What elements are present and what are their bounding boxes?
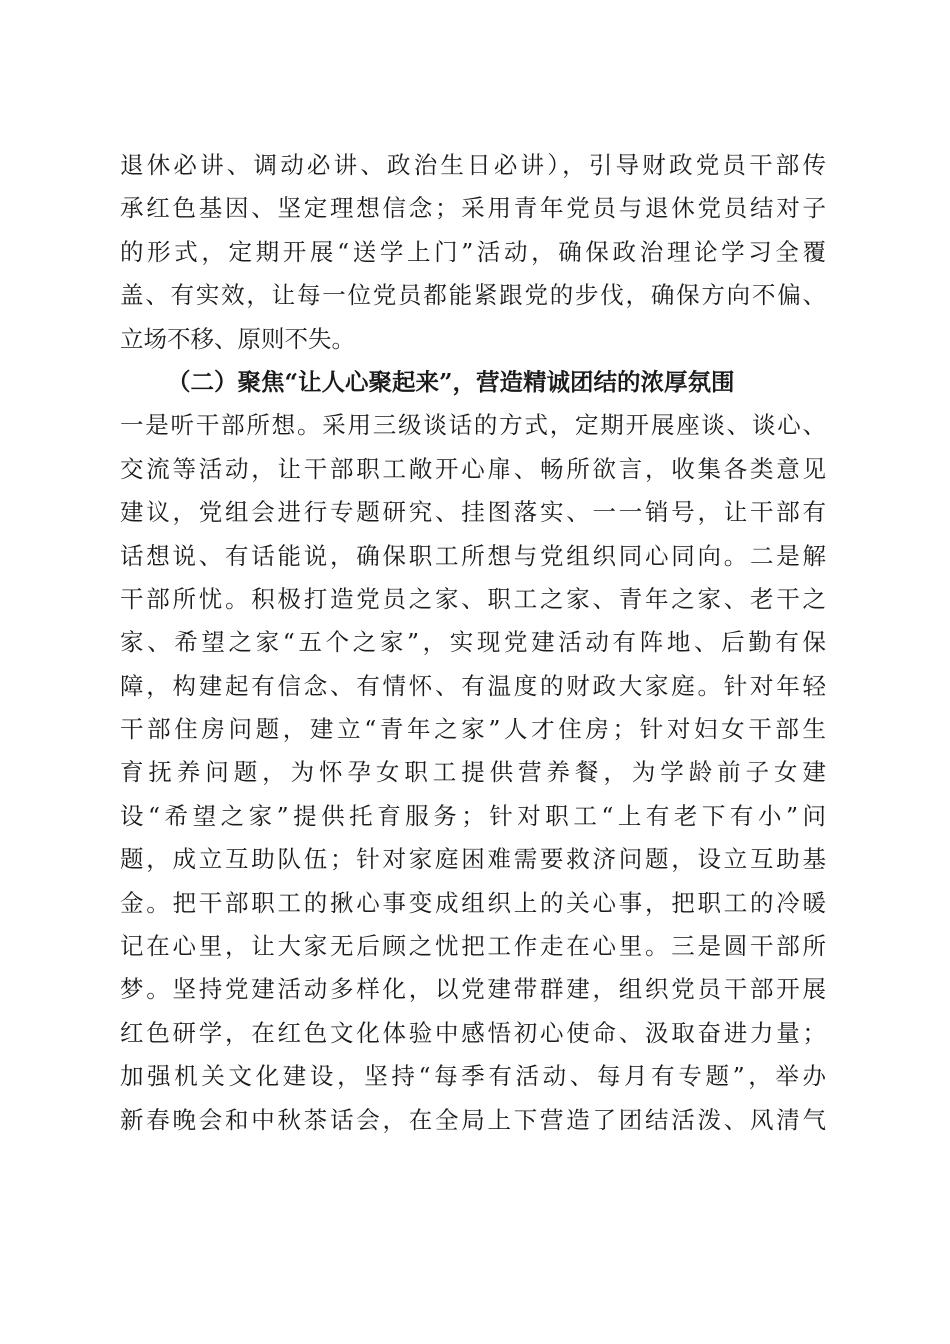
- text-line: 退休必讲、调动必讲、政治生日必讲），引导财政党员干部传: [120, 151, 826, 179]
- text-line: 盖、有实效，让每一位党员都能紧跟党的步伐，确保方向不偏、: [120, 281, 826, 310]
- text-line: 建议，党组会进行专题研究、挂图落实、一一销号，让干部有: [120, 498, 826, 527]
- text-line: 的形式，定期开展“送学上门”活动，确保政治理论学习全覆: [120, 237, 826, 266]
- text-line: 干部所忧。积极打造党员之家、职工之家、青年之家、老干之: [120, 584, 826, 613]
- text-line: 立场不移、原则不失。: [120, 324, 355, 353]
- text-line: 障，构建起有信念、有情怀、有温度的财政大家庭。针对年轻: [120, 671, 826, 700]
- text-line: 新春晚会和中秋茶话会，在全局上下营造了团结活泼、风清气: [120, 1105, 826, 1134]
- text-line: 一是听干部所想。采用三级谈话的方式，定期开展座谈、谈心、: [120, 411, 826, 440]
- text-line: 承红色基因、坚定理想信念；采用青年党员与退休党员结对子: [120, 194, 826, 223]
- text-line: 话想说、有话能说，确保职工所想与党组织同心同向。二是解: [120, 541, 826, 570]
- text-line: 梦。坚持党建活动多样化，以党建带群建，组织党员干部开展: [120, 975, 826, 1004]
- text-line: 题，成立互助队伍；针对家庭困难需要救济问题，设立互助基: [120, 845, 826, 874]
- text-line: 加强机关文化建设，坚持“每季有活动、每月有专题”，举办: [120, 1062, 826, 1091]
- text-line: 设“希望之家”提供托育服务；针对职工“上有老下有小”问: [120, 801, 826, 830]
- section-heading: （二）聚焦“让人心聚起来”，营造精诚团结的浓厚氛围: [167, 367, 735, 396]
- text-line: 家、希望之家“五个之家”，实现党建活动有阵地、后勤有保: [120, 628, 826, 657]
- text-line: 育抚养问题，为怀孕女职工提供营养餐，为学龄前子女建: [120, 758, 826, 787]
- text-line: 红色研学，在红色文化体验中感悟初心使命、汲取奋进力量；: [120, 1018, 826, 1047]
- text-line: 干部住房问题，建立“青年之家”人才住房；针对妇女干部生: [120, 715, 826, 744]
- text-line: 交流等活动，让干部职工敞开心扉、畅所欲言，收集各类意见: [120, 454, 826, 483]
- body-text: [120, 144, 826, 1142]
- text-line: 金。把干部职工的揪心事变成组织上的关心事，把职工的冷暖: [120, 888, 826, 917]
- text-line: 记在心里，让大家无后顾之忧把工作走在心里。三是圆干部所: [120, 932, 826, 961]
